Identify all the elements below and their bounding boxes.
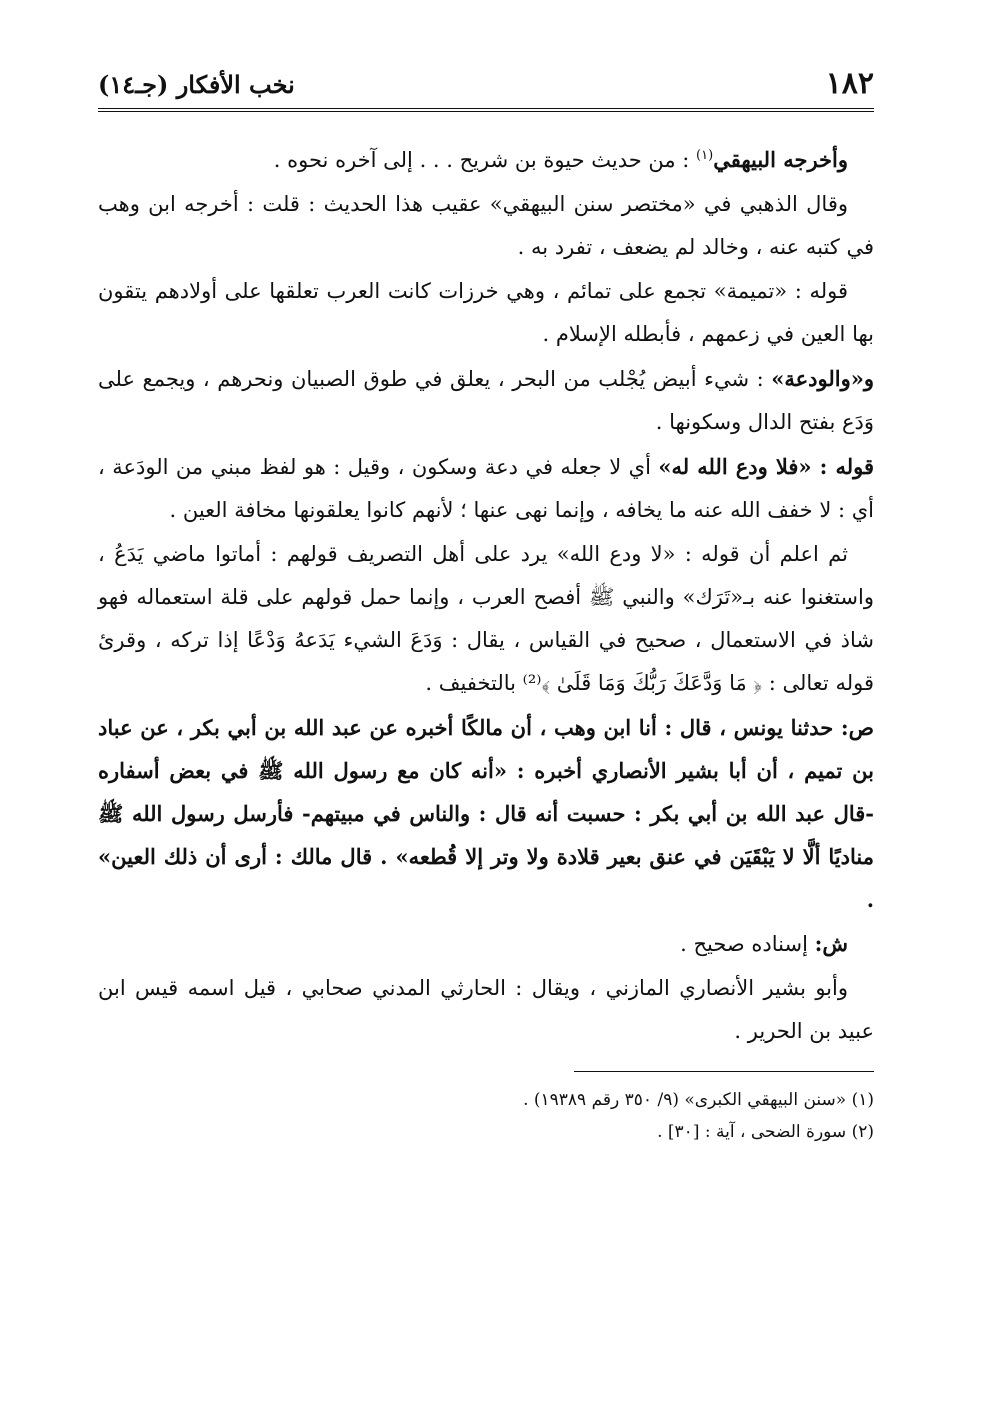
page-header [98, 62, 874, 112]
paragraph-lead: قوله : «فلا ودع الله له» [658, 454, 874, 479]
footnote-2: (٢) سورة الضحى ، آية : [٣٠] . [657, 1122, 874, 1142]
hadith-text: ص: حدثنا يونس ، قال : أنا ابن وهب ، أن مالكًا أخبره عن عبد الله بن أبي بكر ، عن عباد بن تميم ، أن أبا بشير الأنصاري أخبره : «أنه كان مع رسول الله ﷺ في بعض أسفاره -قال عبد الله بن أبي بكر : حسبت أنه قال : والناس في مبيتهم- فأرسل رسول الله ﷺ مناديًا ألَّا لا يَبْقَيَن في عنق بعير قلادة ولا وتر إلا قُطعه» . قال مالك : أرى أن ذلك العين» . [98, 715, 874, 912]
paragraph-text: : شيء أبيض يُجْلب من البحر ، يعلق في طوق الصبيان ونحرهم ، ويجمع على وَدَع بفتح الدال وسكونها . [98, 367, 874, 434]
running-title: نخب الأفكار (جـ١٤) [98, 70, 295, 99]
commentary-1 [98, 922, 874, 966]
paragraph-text: ثم اعلم أن قوله : «لا ودع الله» يرد على أهل التصريف قولهم : أماتوا ماضي يَدَعُ ، واستغنوا عنه بـ«تَرَك» والنبي ﷺ أفصح العرب ، وإنما حمل قولهم على قلة استعماله فهو شاذ في الاستعمال ، صحيح في القياس ، يقال : وَدَعَ الشيء يَدَعهُ وَدْعًا إذا تركه ، وقرئ قوله تعالى : ﴿ مَا وَدَّعَكَ رَبُّكَ وَمَا قَلَىٰ ﴾⁽²⁾ بالتخفيف . [98, 542, 874, 695]
page-number: ١٨٢ [825, 66, 874, 101]
paragraph-2 [98, 183, 874, 269]
commentary-text: وأبو بشير الأنصاري المازني ، ويقال : الحارثي المدني صحابي ، قيل اسمه قيس ابن عبيد بن الحرير . [98, 976, 874, 1043]
paragraph-5 [98, 445, 874, 532]
paragraph-4 [98, 357, 874, 444]
paragraph-text: : من حديث حيوة بن شريح . . . إلى آخره نحوه . [273, 148, 697, 172]
footnote-divider [574, 1071, 874, 1072]
paragraph-lead: و«والودعة» [771, 366, 874, 391]
paragraph-1 [98, 138, 874, 182]
footnote-1: (١) «سنن البيهقي الكبرى» (٩/ ٣٥٠ رقم ١٩٣٨٩) . [523, 1090, 874, 1110]
paragraph-text: قوله : «تميمة» تجمع على تمائم ، وهي خرزات كانت العرب تعلقها على أولادهم يتقون بها العين في زعمهم ، فأبطله الإسلام . [98, 279, 874, 346]
commentary-2 [98, 967, 874, 1053]
commentary-text: إسناده صحيح . [680, 932, 815, 956]
paragraph-text: وقال الذهبي في «مختصر سنن البيهقي» عقيب هذا الحديث : قلت : أخرجه ابن وهب في كتبه عنه ، وخالد لم يضعف ، تفرد به . [98, 192, 874, 259]
commentary-lead: ش: [814, 931, 848, 956]
footnote-ref: (١) [696, 148, 714, 163]
page-body [98, 138, 874, 1053]
book-page [98, 62, 874, 1148]
footnotes [98, 1084, 874, 1148]
paragraph-6 [98, 533, 874, 705]
paragraph-3 [98, 270, 874, 356]
paragraph-lead: وأخرجه البيهقي [713, 147, 848, 172]
paragraph-text: أي لا جعله في دعة وسكون ، وقيل : هو لفظ مبني من الودَعة ، أي : لا خفف الله عنه ما يخافه ، وإنما نهى عنها ؛ لأنهم كانوا يعلقونها مخافة العين . [98, 455, 874, 522]
